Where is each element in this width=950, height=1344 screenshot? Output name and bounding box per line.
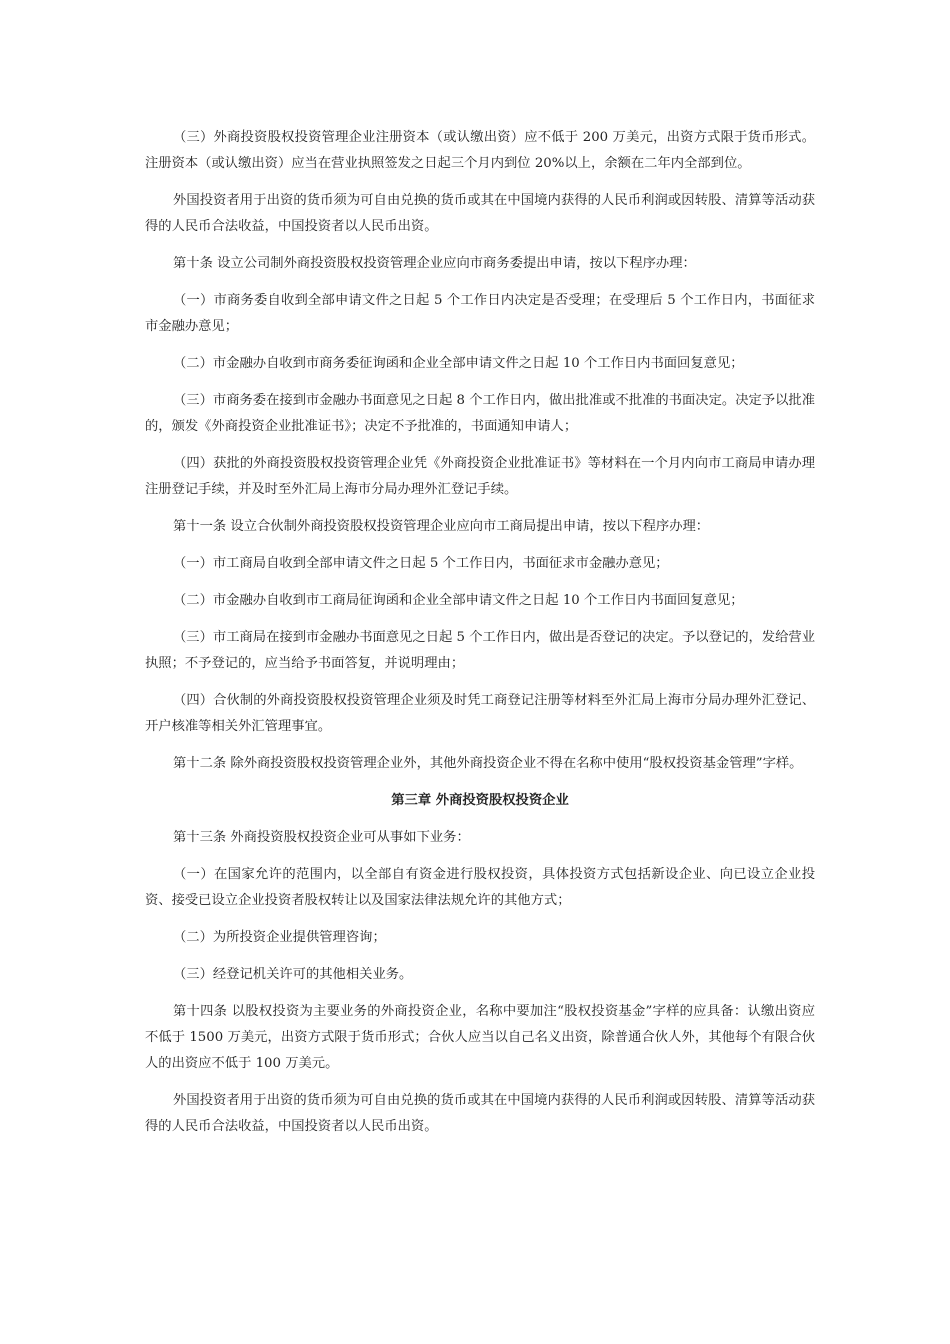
paragraph: （三）经登记机关许可的其他相关业务。 — [173, 967, 413, 982]
paragraph: （一）市工商局自收到全部申请文件之日起 5 个工作日内，书面征求市金融办意见； — [173, 556, 669, 571]
paragraph: （三）市工商局在接到市金融办书面意见之日起 5 个工作日内，做出是否登记的决定。予以登记的，发给营业执照；不予登记的，应当给予书面答复，并说明理由； — [145, 630, 815, 671]
paragraph: （二）市金融办自收到市商务委征询函和企业全部申请文件之日起 10 个工作日内书面回复意见； — [173, 356, 744, 371]
paragraph: （一）市商务委自收到全部申请文件之日起 5 个工作日内决定是否受理；在受理后 5 个工作日内，书面征求市金融办意见； — [145, 293, 815, 334]
paragraph: （二）为所投资企业提供管理咨询； — [173, 930, 386, 945]
paragraph: （四）获批的外商投资股权投资管理企业凭《外商投资企业批准证书》等材料在一个月内向市工商局申请办理注册登记手续，并及时至外汇局上海市分局办理外汇登记手续。 — [145, 456, 815, 497]
article-10-paragraph: 第十条 设立公司制外商投资股权投资管理企业应向市商务委提出申请，按以下程序办理： — [173, 256, 696, 271]
article-14-paragraph: 第十四条 以股权投资为主要业务的外商投资企业，名称中要加注“股权投资基金”字样的应具备：认缴出资应不低于 1500 万美元，出资方式限于货币形式；合伙人应当以自己名义出资，除普通合伙人外，其他每个有限合伙人的出资应不低于 100 万美元。 — [145, 1004, 815, 1071]
paragraph: 外国投资者用于出资的货币须为可自由兑换的货币或其在中国境内获得的人民币利润或因转股、清算等活动获得的人民币合法收益，中国投资者以人民币出资。 — [145, 193, 815, 234]
paragraph: （二）市金融办自收到市工商局征询函和企业全部申请文件之日起 10 个工作日内书面回复意见； — [173, 593, 744, 608]
article-12-paragraph: 第十二条 除外商投资股权投资管理企业外，其他外商投资企业不得在名称中使用“股权投资基金管理”字样。 — [173, 756, 803, 771]
document-page — [145, 125, 815, 1151]
chapter-heading: 第三章 外商投资股权投资企业 — [391, 793, 569, 808]
paragraph: 外国投资者用于出资的货币须为可自由兑换的货币或其在中国境内获得的人民币利润或因转股、清算等活动获得的人民币合法收益，中国投资者以人民币出资。 — [145, 1093, 815, 1134]
article-11-paragraph: 第十一条 设立合伙制外商投资股权投资管理企业应向市工商局提出申请，按以下程序办理： — [173, 519, 710, 534]
paragraph: （三）外商投资股权投资管理企业注册资本（或认缴出资）应不低于 200 万美元，出资方式限于货币形式。注册资本（或认缴出资）应当在营业执照签发之日起三个月内到位 20%以上，余额在二年内全部到位。 — [145, 130, 815, 171]
paragraph: （三）市商务委在接到市金融办书面意见之日起 8 个工作日内，做出批准或不批准的书面决定。决定予以批准的，颁发《外商投资企业批准证书》；决定不予批准的，书面通知申请人； — [145, 393, 815, 434]
article-13-paragraph: 第十三条 外商投资股权投资企业可从事如下业务： — [173, 830, 470, 845]
paragraph: （四）合伙制的外商投资股权投资管理企业须及时凭工商登记注册等材料至外汇局上海市分局办理外汇登记、开户核准等相关外汇管理事宜。 — [145, 693, 815, 734]
paragraph: （一）在国家允许的范围内，以全部自有资金进行股权投资，具体投资方式包括新设企业、向已设立企业投资、接受已设立企业投资者股权转让以及国家法律法规允许的其他方式； — [145, 867, 815, 908]
